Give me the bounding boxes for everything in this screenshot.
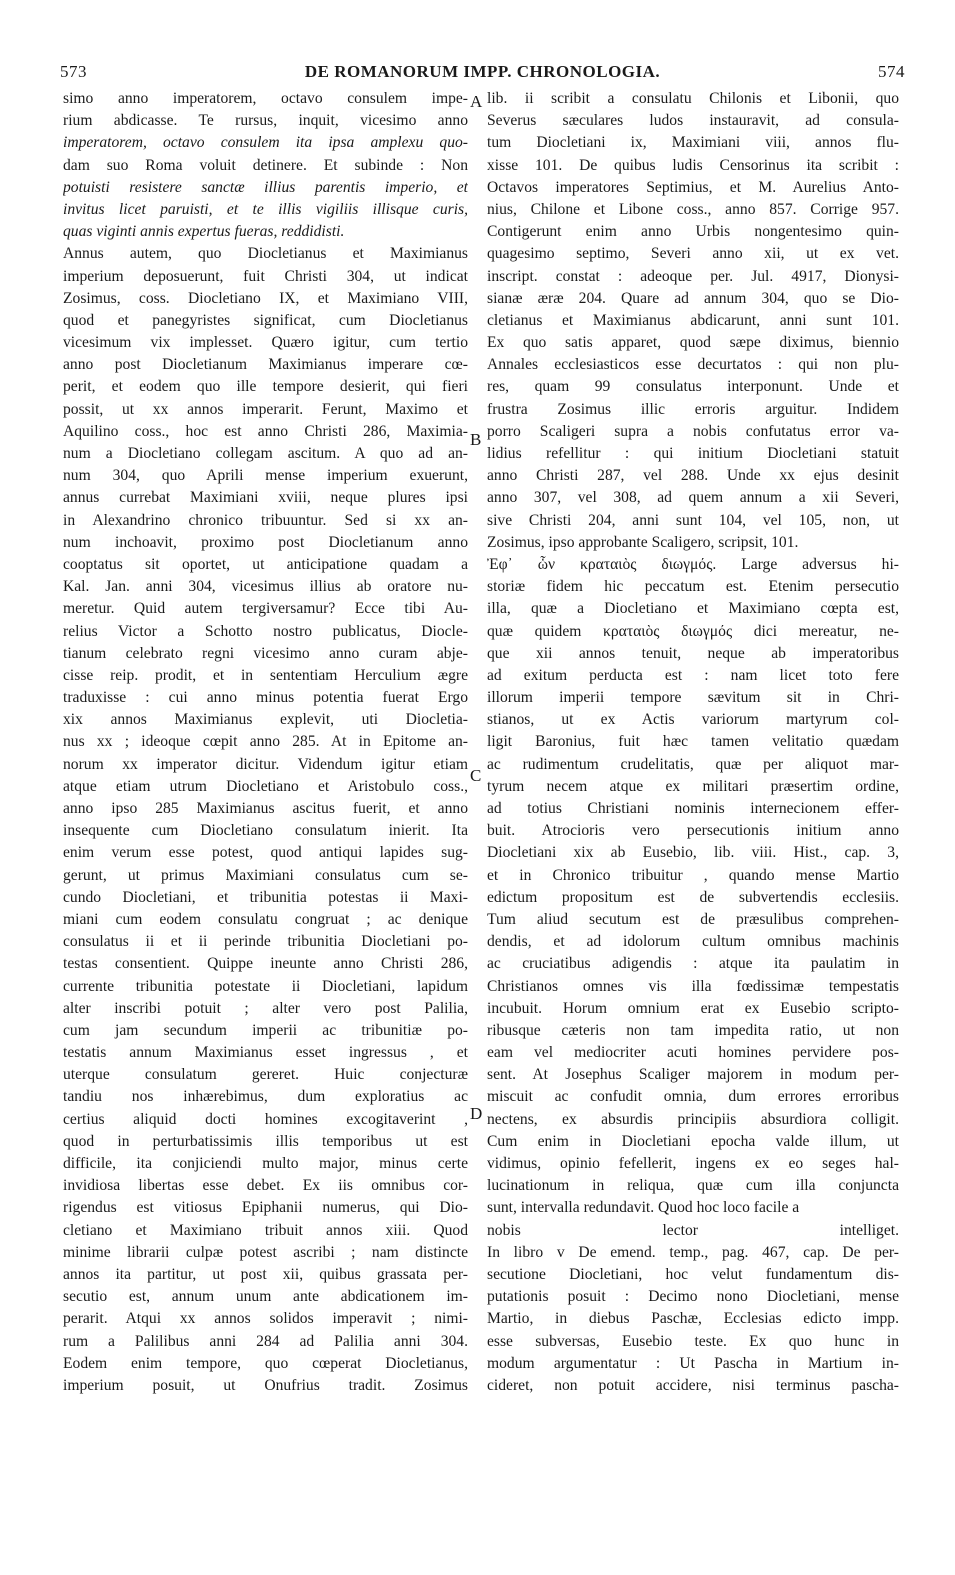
text-line: potuisti resistere sanctæ illius parentis imperio, et — [63, 178, 468, 196]
page-number-right: 574 — [878, 62, 905, 81]
text-line: gerunt, ut primus Maximiani consulatus cum se- — [63, 866, 468, 884]
text-line: sianæ æræ 204. Quare ad annum 304, quo se Dio- — [487, 289, 899, 307]
text-line: dendis, et ad idolorum cultum omnibus machinis — [487, 933, 899, 951]
text-line: Martio, in diebus Paschæ, Ecclesias edicto impp. — [487, 1310, 899, 1328]
text-line: annus currebat Maximiani xviii, neque plures ipsi — [63, 489, 468, 507]
text-line: Kal. Jan. anni 304, vicesimus illius ab oratore nu- — [63, 578, 468, 596]
text-line: nus xx ; ideoque cœpit anno 285. At in Epitome an- — [63, 733, 468, 751]
text-line: imperium deposuerunt, fuit Christi 304, ut indicat — [63, 267, 468, 285]
text-line: Aquilino coss., hoc est anno Christi 286, Maximia- — [63, 422, 468, 440]
text-line: difficile, ita conjiciendi multo major, minus certe — [63, 1155, 468, 1172]
text-line: porro Scaligeri supra a nobis confutatus error va- — [487, 422, 899, 440]
text-line: inscript. constat : adeoque per. Jul. 4917, Dionysi- — [487, 267, 899, 285]
right-column — [487, 88, 899, 1397]
text-line: vicesimum vix implesset. Quæro igitur, cum tertio — [63, 334, 468, 352]
text-line: in Alexandrino chronico tribuuntur. Sed si xx an- — [63, 511, 468, 529]
text-line: Zosimus, ipso approbante Scaligero, scripsit, 101. — [487, 533, 799, 551]
text-line: anno post Diocletianum Maximianus imperare cœ- — [63, 356, 468, 374]
text-line: cisse reip. prodit, et in sententiam Herculium ægre — [63, 666, 468, 684]
text-line: anno 307, vel 308, ad quem annum a xii Severi, — [487, 489, 899, 507]
text-line: rigendus est vitiosus Epiphanii numerus, qui Dio- — [63, 1199, 468, 1217]
text-line: currente tribunitia potestate ii Diocletiani, lapidum — [63, 977, 468, 995]
text-line: cletianus et Maximianus abdicarunt, anni sunt 101. — [487, 311, 899, 329]
text-line: num inchoavit, proximo post Diocletianum anno — [63, 533, 468, 551]
text-line: cletiano et Maximiano tribuit annos xiii. Quod — [63, 1221, 468, 1239]
text-line: imperatorem, octavo consulem ita ipsa amplexu quo- — [63, 134, 468, 152]
text-line: norum xx imperator dicitur. Videndum igitur etiam — [63, 755, 468, 773]
text-line: tum Diocletiani ix, Maximiani viii, annos flu- — [487, 134, 899, 152]
text-line: Contigerunt enim anno Urbis nongentesimo quin- — [487, 223, 899, 241]
text-line: possit, ut xx annos imperarit. Ferunt, Maximo et — [63, 400, 468, 418]
text-line: num 304, quo Aprili mense imperium exuerunt, — [63, 467, 468, 485]
text-line: quod et panegyristes significat, cum Diocletianus — [63, 311, 468, 329]
page-number-left: 573 — [60, 62, 87, 81]
text-line: uterque consulatum gereret. Huic conjecturæ — [63, 1066, 468, 1084]
text-line: secutione Diocletiani, hoc velut fundamentum dis- — [487, 1265, 899, 1283]
text-line: miscuit ac confudit omnia, dum errores erroribus — [487, 1088, 899, 1106]
text-line: ad exitum perducta est : nam licet toto fere — [487, 666, 899, 684]
running-header — [60, 62, 905, 86]
text-line: nobis lector intelliget. — [487, 1221, 899, 1239]
text-line: Zosimus, coss. Diocletiano IX, et Maximiano VIII, — [63, 289, 468, 307]
text-line: tianum celebrato regni vicesimo anno curam abje- — [63, 644, 468, 662]
text-line: rum a Palilibus anni 284 ad Palilia anni 304. — [63, 1332, 468, 1350]
text-line: lidius refellitur : qui initium Diocletiani statuit — [487, 445, 899, 462]
text-line: traduxisse : cui anno minus potentia fuerat Ergo — [63, 689, 468, 707]
text-line: minime librarii culpæ potest ascribi ; nam distincte — [63, 1243, 468, 1261]
text-line: miani cum eodem consulatu congruat ; ac denique — [63, 910, 468, 928]
text-line: simo anno imperatorem, octavo consulem impe- — [63, 90, 468, 107]
text-line: tandiu nos inhærebimus, dum exploratius ac — [63, 1088, 468, 1106]
text-line: ribusque cæteris non tam impedita ratio, ut non — [487, 1021, 899, 1039]
text-line: Severus sæculares ludos instauravit, ad consula- — [487, 112, 899, 130]
text-line: cum jam secundum imperii ac tribunitiæ po- — [63, 1021, 468, 1039]
text-line: Diocletiani xix ab Eusebio, lib. viii. Hist., cap. 3, — [487, 844, 899, 862]
text-line: putationis posuit : Decimo nono Diocletiani, mense — [487, 1288, 899, 1306]
text-line: testatis annum Maximianus esset ingressus , et — [63, 1044, 468, 1062]
text-line: Annus autem, quo Diocletianus et Maximianus — [63, 245, 468, 263]
text-line: perarit. Atqui xx annos solidos imperavit ; nimi- — [63, 1310, 468, 1328]
margin-letter-d: D — [470, 1104, 483, 1123]
text-line: atque etiam utrum Diocletiano et Aristobulo coss., — [63, 777, 468, 795]
text-line: invidiosa libertas esse debet. Ex iis omnibus cor- — [63, 1177, 468, 1195]
text-line: dam suo Roma voluit detinere. Et subinde : Non — [63, 156, 468, 174]
text-line: ac cruciatibus adigendis : atque ita paulatim in — [487, 955, 899, 973]
text-line: anno Christi 287, vel 288. Unde xx ejus desinit — [487, 467, 899, 485]
text-line: tyrum necem atque ex militari præsertim ordine, — [487, 777, 899, 795]
text-line: annos ita partitur, ut post xii, quibus grassata per- — [63, 1265, 468, 1283]
text-line: lucinationum in reliqua, quæ cum illa conjuncta — [487, 1177, 899, 1195]
text-line: frustra Zosimus illic erroris arguitur. Indidem — [487, 400, 899, 418]
text-line: storiæ fidem hic peccatum est. Etenim persecutio — [487, 578, 899, 596]
text-line: Ex quo satis apparet, quod sæpe diximus, biennio — [487, 334, 899, 352]
text-line: illa, quæ a Diocletiano et Maximiano cœpta est, — [487, 600, 899, 618]
text-line: xisse 101. De quibus ludis Censorinus ita scribit : — [487, 156, 899, 174]
text-line: quod in perturbatissimis illis temporibus ut est — [63, 1132, 468, 1150]
text-line: buit. Atrocioris vero persecutionis initium anno — [487, 822, 899, 840]
text-line: ac rudimentum crudelitatis, quæ per aliquot mar- — [487, 755, 899, 773]
text-line: incubuit. Horum omnium erat ex Eusebio scripto- — [487, 999, 899, 1017]
text-line: quas viginti annis expertus fueras, reddidisti. — [63, 223, 345, 241]
text-line: num a Diocletiano collegam ascitum. A quo ad an- — [63, 445, 468, 462]
text-line: stianos, ut ex Actis variorum martyrum col- — [487, 711, 899, 729]
text-line: sunt, intervalla redundavit. Quod hoc loco facile a — [487, 1199, 800, 1217]
text-line: relius Victor a Schotto nostro publicatus, Diocle- — [63, 622, 468, 640]
text-line: Cum enim in Diocletiani epocha valde illum, ut — [487, 1132, 899, 1150]
margin-letter-a: A — [470, 92, 483, 111]
text-line: nectens, ex absurdis principiis absurdiora colligit. — [487, 1110, 899, 1128]
text-line: vidimus, opinio fefellerit, ingens ex eo seges hal- — [487, 1155, 899, 1172]
text-line: consulatus ii et ii perinde tribunitia Diocletiani po- — [63, 933, 468, 951]
text-line: meretur. Quid autem tergiversamur? Ecce tibi Au- — [63, 600, 468, 618]
text-line: cundo Diocletiani, et tribunitia potestas ii Maxi- — [63, 888, 468, 906]
text-line: edictum propositum est de subvertendis ecclesiis. — [487, 888, 899, 906]
text-line: rium abdicasse. Te rursus, inquit, vicesimo anno — [63, 112, 468, 130]
text-line: invitus licet paruisti, et te illis vigiliis illisque curis, — [63, 200, 468, 218]
text-line: secutio est, annum unum ante abdicationem im- — [63, 1288, 468, 1306]
text-line: lib. ii scribit a consulatu Chilonis et Libonii, quo — [487, 90, 899, 107]
text-line: ad totius Christiani nominis internecionem effer- — [487, 800, 899, 817]
text-line: et in Chronico tribuitur , quando mense Martio — [487, 866, 899, 884]
text-line: In libro v De emend. temp., pag. 467, cap. De per- — [487, 1243, 899, 1261]
margin-letter-b: B — [470, 430, 482, 449]
text-line: xix annos Maximianus explevit, uti Diocletia- — [63, 711, 468, 729]
text-line: Eodem enim tempore, quo cœperat Diocletianus, — [63, 1354, 468, 1372]
text-line: Tum aliud secutum est de præsulibus comprehen- — [487, 910, 899, 928]
text-line: eam vel mediocriter acuti homines pervidere pos- — [487, 1044, 899, 1062]
running-title: DE ROMANORUM IMPP. CHRONOLOGIA. — [304, 62, 661, 81]
text-line: anno ipso 285 Maximianus ascitus fuerit, et anno — [63, 800, 468, 817]
text-line: esse subversas, Eusebio teste. Ex quo hunc in — [487, 1332, 899, 1350]
text-line: illorum imperii tempore sævitum sit in Chri- — [487, 689, 899, 707]
text-line: cideret, non potuit accidere, nisi terminus pascha- — [487, 1376, 899, 1394]
text-line: sive Christi 204, anni sunt 104, vel 105, non, ut — [487, 511, 899, 529]
text-line: Annales ecclesiasticos esse decurtatos : qui non plu- — [487, 356, 899, 374]
text-line: Octavos imperatores Septimius, et M. Aurelius Anto- — [487, 178, 899, 196]
text-line: testas consentient. Quippe ineunte anno Christi 286, — [63, 955, 468, 973]
text-line: perit, et eodem quo ille tempore desierit, qui fieri — [63, 378, 468, 396]
text-line: certius aliquid docti homines excogitaverint , — [63, 1110, 468, 1128]
text-line: nius, Chilone et Libone coss., anno 857. Corrige 957. — [487, 200, 899, 218]
text-line: modum argumentatur : Ut Pascha in Martium in- — [487, 1354, 899, 1372]
margin-letter-c: C — [470, 766, 482, 785]
text-line: quæ quidem κραταιὸς διωγμός dici mereatur, ne- — [487, 622, 899, 640]
text-line: enim verum esse potest, quod antiqui lapides sug- — [63, 844, 468, 862]
text-line: alter inscribi potuit ; alter vero post Palilia, — [63, 999, 468, 1017]
text-line: quagesimo septimo, Severi anno xii, ut ex vet. — [487, 245, 899, 263]
text-line: Ἐφ᾽ ὧν κραταιὸς διωγμός. Large adversus hi- — [487, 555, 899, 573]
text-line: Christianos omnes vis illa fœdissimæ tempestatis — [487, 977, 899, 995]
text-line: sent. At Josephus Scaliger majorem in modum per- — [487, 1066, 899, 1084]
text-line: insequente cum Diocletiano consulatum inierit. Ita — [63, 822, 468, 840]
text-line: imperium posuit, ut Onufrius tradit. Zosimus — [63, 1376, 468, 1394]
left-column — [63, 88, 468, 1397]
text-line: cooptatus sit oportet, ut anticipatione quadam a — [63, 555, 468, 573]
text-line: res, quam 99 consulatus interponunt. Unde et — [487, 378, 899, 396]
text-line: ligit Baronius, fuit hæc tamen velitatio quædam — [487, 733, 899, 751]
text-line: que xii annos tenuit, neque ab imperatoribus — [487, 644, 899, 662]
